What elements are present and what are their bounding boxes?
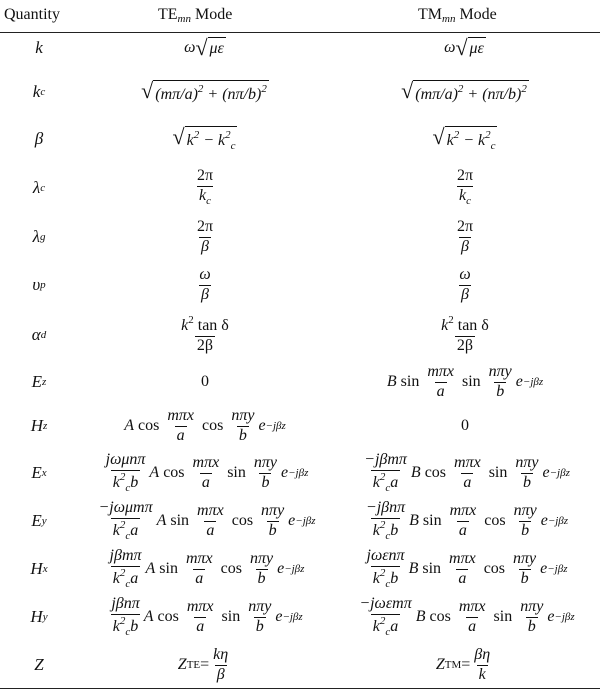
header-rule [0,32,600,33]
header-tm-mode: $TM_{mn}$ Mode [418,6,497,25]
quantity-label: υ p [32,275,46,294]
row-hx [0,546,600,592]
te-lambda-c: $\frac{2\pi}{k_c}$ [196,167,214,208]
tm-hx: $\frac{\text{jωεnπ}}{k^2_cb}$ B sin $\frac{\text{mπx}}{a}$ cos $\frac{\text{nπy}}{b}$ e −jβz [366,546,568,590]
te-hy: $\frac{\text{jβnπ}}{k^2_cb}$ A cos $\frac{\text{mπx}}{a}$ sin $\frac{\text{nπy}}{b}$ e −jβz [111,594,303,638]
te-ex: $\frac{\text{jωμnπ}}{k^2_cb}$ A cos $\frac{\text{mπx}}{a}$ sin $\frac{\text{nπy}}{b}$ e −jβz [105,450,309,494]
tm-ez: B sin $\frac{\text{mπx}}{a}$ sin $\frac{\text{nπy}}{b}$ e −jβz [386,362,544,400]
quantity-label: H z [30,416,48,435]
row-ez [0,360,600,404]
row-kc [0,72,600,112]
tm-kc: √ $(m\pi/a)^2 + (n\pi/b)^2$ [401,78,527,103]
quantity-label: λ c [32,178,46,197]
quantity-label: E x [31,463,47,482]
row-hz [0,404,600,448]
row-ey [0,498,600,544]
quantity-label: α d [31,325,47,344]
tm-hz: 0 [461,417,469,434]
te-hx: $\frac{\text{jβmπ}}{k^2_ca}$ A sin $\frac{\text{mπx}}{a}$ cos $\frac{\text{nπy}}{b}$ e −jβz [109,546,305,590]
tm-hy: $\frac{\text{−jωεmπ}}{k^2_ca}$ B cos $\frac{\text{mπx}}{a}$ sin $\frac{\text{nπy}}{b}$ e −jβz [359,594,575,638]
tm-ey: $\frac{\text{−jβnπ}}{k^2_cb}$ B sin $\frac{\text{mπx}}{a}$ cos $\frac{\text{nπy}}{b}$ e −jβz [365,498,569,542]
quantity-label: H x [30,559,48,578]
bottom-rule [0,688,600,689]
tm-vp: $\frac{\omega}{\beta}$ [459,265,471,303]
row-k [0,34,600,62]
tm-lambda-g: $\frac{2\pi}{\beta}$ [456,217,474,255]
row-lambda-c [0,164,600,212]
quantity-label: E y [31,511,47,530]
tm-z: Z TM = $\frac{\beta\eta}{k}$ [435,645,491,683]
te-hz: A cos $\frac{\text{mπx}}{a}$ cos $\frac{\text{nπy}}{b}$ e −jβz [124,406,286,444]
tm-ex: $\frac{\text{−jβmπ}}{k^2_ca}$ B cos $\frac{\text{mπx}}{a}$ sin $\frac{\text{nπy}}{b}$ e −jβz [364,450,570,494]
te-z: Z TE = $\frac{k\eta}{\beta}$ [177,645,229,683]
row-alpha-d [0,310,600,360]
tm-lambda-c: $\frac{2\pi}{k_c}$ [456,167,474,208]
quantity-label: k c [32,82,46,101]
header-te-mode: $TE_{mn}$ Mode [158,6,233,25]
te-k: ω √ με [184,35,224,60]
tm-alpha-d: $\frac{k^2 \tan \delta}{2\beta}$ [441,314,489,354]
tm-k: ω √ με [444,35,484,60]
row-lambda-g [0,214,600,260]
te-beta: √ $k^2 - k^2_c$ [172,124,236,152]
header-quantity: Quantity [4,6,60,23]
row-ex [0,450,600,496]
row-vp [0,262,600,308]
quantity-label: λ g [32,227,46,246]
te-alpha-d: $\frac{k^2 \tan \delta}{2\beta}$ [181,314,229,354]
te-vp: $\frac{\omega}{\beta}$ [199,265,211,303]
quantity-label: E z [31,372,47,391]
te-lambda-g: $\frac{2\pi}{\beta}$ [196,217,214,255]
tm-beta: √ $k^2 - k^2_c$ [432,124,496,152]
row-z [0,642,600,688]
te-kc: √ $(m\pi/a)^2 + (n\pi/b)^2$ [141,78,267,103]
quantity-label: k [35,38,43,57]
quantity-label: H y [30,607,48,626]
quantity-label: β [34,129,44,148]
row-hy [0,594,600,640]
row-beta [0,118,600,160]
quantity-label: Z [34,655,44,674]
te-ez: 0 [201,373,209,390]
te-ey: $\frac{\text{−jωμmπ}}{k^2_ca}$ A sin $\frac{\text{mπx}}{a}$ cos $\frac{\text{nπy}}{b}$ e −jβz [98,498,316,542]
